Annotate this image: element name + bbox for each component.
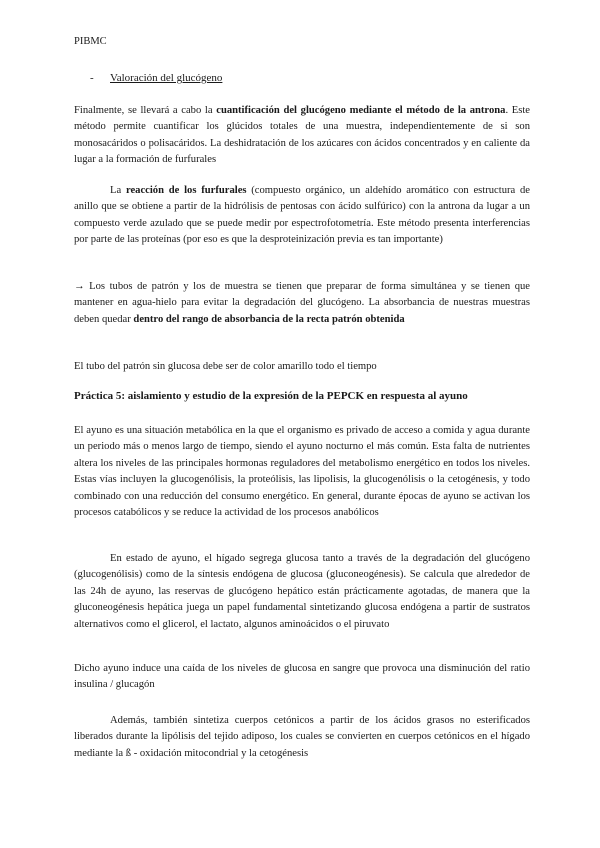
p2-text-end: (compuesto orgánico, un aldehído aromático con estructura de anillo que se obtiene a partir de la hidrólisis de pentosas con ácido sulfúrico) con la antrona da lugar a un compuesto verde azulado que se puede medir por espectrofotometría. Este método presenta interferencias por parte de las proteínas (por eso es que la desproteinización previa es tan importante)	[74, 185, 530, 246]
paragraph-4: El tubo del patrón sin glucosa debe ser de color amarillo todo el tiempo	[74, 361, 377, 372]
p3-text: → Los tubos de patrón y los de muestra se tienen que preparar de forma simultánea y se tienen que mantener en agua-hielo para evitar la degradación del glucógeno. La absorbancia de nuestras muestras deben quedar	[74, 281, 530, 325]
p1-text: Finalmente, se llevará a cabo la	[74, 105, 217, 116]
bullet-dash: -	[90, 72, 94, 84]
paragraph-3	[74, 279, 530, 328]
practice-heading: Práctica 5: aislamiento y estudio de la expresión de la PEPCK en respuesta al ayuno	[74, 390, 468, 402]
page-header: PIBMC	[74, 36, 107, 47]
p1-bold: cuantificación del glucógeno mediante el método de la antrona	[216, 105, 506, 116]
paragraph-2	[74, 183, 530, 249]
p2-text: La	[110, 185, 126, 196]
paragraph-1	[74, 103, 530, 169]
p3-bold: dentro del rango de absorbancia de la recta patrón obtenida	[133, 313, 405, 325]
section-title: Valoración del glucógeno	[110, 72, 223, 84]
p1-text-end: . Este método permite cuantificar los glúcidos totales de una muestra, independientemente de si son monosacáridos o polisacáridos. La deshidratación de los azúcares con ácidos concentrados y en caliente da lugar a la formación de furfurales	[74, 105, 530, 166]
paragraph-5: El ayuno es una situación metabólica en la que el organismo es privado de acceso a comida y agua durante un periodo más o menos largo de tiempo, siendo el ayuno nocturno el más común. Esta falta de nutrientes altera los niveles de las principales hormonas reguladores del metabolismo energético en todos los niveles. Estas vías incluyen la glucogenólisis, la proteólisis, las lipolisis, la glucogenólisis o la cetogénesis, y todo combinado con una reducción del consumo energético. En general, durante épocas de ayuno se activan los procesos catabólicos y se reduce la actividad de los procesos anabólicos	[74, 425, 530, 519]
paragraph-7: Dicho ayuno induce una caída de los niveles de glucosa en sangre que provoca una disminución del ratio insulina / glucagón	[74, 663, 530, 691]
p2-bold: reacción de los furfurales	[125, 185, 247, 196]
section-bullet	[90, 72, 222, 84]
paragraph-8: Además, también sintetiza cuerpos cetónicos a partir de los ácidos grasos no esterificados liberados durante la lipólisis del tejido adiposo, los cuales se convierten en cuerpos cetónicos en el hígado mediante la ß - oxidación mitocondrial y la cetogénesis	[74, 715, 530, 759]
paragraph-6: En estado de ayuno, el hígado segrega glucosa tanto a través de la degradación del glucógeno (glucogenólisis) como de la síntesis endógena de glucosa (gluconeogénesis). Se calcula que alrededor de las 24h de ayuno, las reservas de glucógeno hepático están prácticamente agotadas, de manera que la gluconeogénesis hepática juega un papel fundamental sintetizando glucosa endógena a partir de sustratos alternativos como el glicerol, el lactato, algunos aminoácidos o el piruvato	[74, 553, 530, 630]
